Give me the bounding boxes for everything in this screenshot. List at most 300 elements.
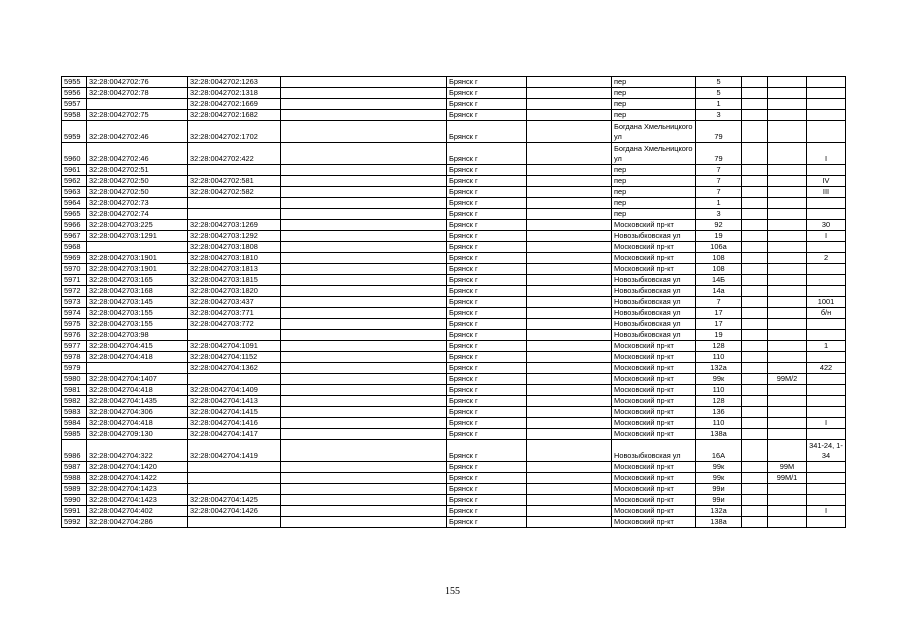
- cell-cadastral-parcel: 32:28:0042704:286: [87, 517, 188, 528]
- table-row: [62, 121, 846, 143]
- cell-building-number: [768, 231, 807, 242]
- cell-blank-2: [527, 77, 612, 88]
- cell-blank-1: [281, 297, 447, 308]
- cell-street: Новозыбковская ул: [612, 297, 696, 308]
- cell-city: Брянск г: [447, 176, 527, 187]
- cell-street: Московский пр-кт: [612, 242, 696, 253]
- cell-row-number: 5979: [62, 363, 87, 374]
- table-row: [62, 495, 846, 506]
- cell-building-number: [768, 429, 807, 440]
- cell-premises-number: I: [807, 231, 846, 242]
- cell-city: Брянск г: [447, 110, 527, 121]
- cell-blank-1: [281, 330, 447, 341]
- cell-blank-1: [281, 473, 447, 484]
- cell-city: Брянск г: [447, 143, 527, 165]
- cell-row-number: 5972: [62, 286, 87, 297]
- table-row: [62, 319, 846, 330]
- cell-house-number: 14а: [696, 286, 742, 297]
- cell-blank-1: [281, 77, 447, 88]
- cell-premises-number: [807, 198, 846, 209]
- cell-row-number: 5987: [62, 462, 87, 473]
- cell-blank-1: [281, 275, 447, 286]
- cell-blank-2: [527, 506, 612, 517]
- cell-street: Московский пр-кт: [612, 418, 696, 429]
- cell-building-number: [768, 121, 807, 143]
- cell-blank-1: [281, 308, 447, 319]
- cell-building-number: [768, 88, 807, 99]
- table-row: [62, 462, 846, 473]
- cell-blank-1: [281, 352, 447, 363]
- cell-premises-number: [807, 517, 846, 528]
- cell-cadastral-parcel: 32:28:0042703:225: [87, 220, 188, 231]
- cell-row-number: 5961: [62, 165, 87, 176]
- cell-row-number: 5965: [62, 209, 87, 220]
- cell-building-number: [768, 99, 807, 110]
- table-row: [62, 308, 846, 319]
- cell-city: Брянск г: [447, 187, 527, 198]
- cell-cadastral-parcel: 32:28:0042703:1901: [87, 264, 188, 275]
- cell-blank-2: [527, 242, 612, 253]
- cell-premises-number: [807, 396, 846, 407]
- cell-house-number: 136: [696, 407, 742, 418]
- cell-blank-3: [742, 264, 768, 275]
- cell-cadastral-parcel: 32:28:0042704:306: [87, 407, 188, 418]
- cell-city: Брянск г: [447, 88, 527, 99]
- cell-row-number: 5974: [62, 308, 87, 319]
- cell-blank-3: [742, 121, 768, 143]
- cell-street: пер: [612, 198, 696, 209]
- cell-city: Брянск г: [447, 275, 527, 286]
- cell-city: Брянск г: [447, 462, 527, 473]
- cell-street: Московский пр-кт: [612, 396, 696, 407]
- cell-premises-number: [807, 77, 846, 88]
- cell-cadastral-parcel: 32:28:0042702:78: [87, 88, 188, 99]
- cell-blank-1: [281, 143, 447, 165]
- cell-cadastral-object: 32:28:0042704:1413: [188, 396, 281, 407]
- cell-city: Брянск г: [447, 418, 527, 429]
- cell-premises-number: I: [807, 143, 846, 165]
- cell-cadastral-object: 32:28:0042702:1702: [188, 121, 281, 143]
- cell-premises-number: III: [807, 187, 846, 198]
- cell-blank-1: [281, 506, 447, 517]
- cell-premises-number: [807, 99, 846, 110]
- cell-blank-2: [527, 363, 612, 374]
- cell-street: Новозыбковская ул: [612, 440, 696, 462]
- cell-street: Новозыбковская ул: [612, 330, 696, 341]
- cell-blank-2: [527, 308, 612, 319]
- cell-blank-1: [281, 187, 447, 198]
- cell-blank-1: [281, 440, 447, 462]
- cell-blank-2: [527, 440, 612, 462]
- cell-row-number: 5986: [62, 440, 87, 462]
- cell-house-number: 7: [696, 187, 742, 198]
- cell-premises-number: 2: [807, 253, 846, 264]
- cell-premises-number: [807, 275, 846, 286]
- cell-building-number: [768, 209, 807, 220]
- cell-blank-2: [527, 209, 612, 220]
- cell-cadastral-parcel: 32:28:0042702:74: [87, 209, 188, 220]
- cell-city: Брянск г: [447, 429, 527, 440]
- cell-house-number: 108: [696, 253, 742, 264]
- cell-blank-2: [527, 484, 612, 495]
- cell-blank-3: [742, 220, 768, 231]
- cell-house-number: 138а: [696, 429, 742, 440]
- cell-street: Новозыбковская ул: [612, 286, 696, 297]
- cell-street: Богдана Хмельницкого ул: [612, 121, 696, 143]
- cell-house-number: 79: [696, 121, 742, 143]
- cell-blank-3: [742, 407, 768, 418]
- cell-street: Московский пр-кт: [612, 506, 696, 517]
- table-row: [62, 484, 846, 495]
- cell-blank-2: [527, 418, 612, 429]
- cell-blank-1: [281, 264, 447, 275]
- cell-premises-number: IV: [807, 176, 846, 187]
- cell-blank-3: [742, 242, 768, 253]
- cell-building-number: [768, 385, 807, 396]
- cell-building-number: [768, 506, 807, 517]
- cell-blank-2: [527, 385, 612, 396]
- cell-premises-number: [807, 385, 846, 396]
- cell-blank-2: [527, 110, 612, 121]
- cell-house-number: 17: [696, 308, 742, 319]
- cell-blank-2: [527, 253, 612, 264]
- cell-premises-number: [807, 407, 846, 418]
- cell-building-number: [768, 253, 807, 264]
- table-row: [62, 187, 846, 198]
- cell-cadastral-object: [188, 484, 281, 495]
- cell-building-number: [768, 407, 807, 418]
- cell-cadastral-parcel: 32:28:0042702:73: [87, 198, 188, 209]
- cell-building-number: [768, 110, 807, 121]
- cell-blank-1: [281, 242, 447, 253]
- cell-cadastral-object: 32:28:0042703:1810: [188, 253, 281, 264]
- cell-cadastral-object: 32:28:0042703:1813: [188, 264, 281, 275]
- cell-row-number: 5958: [62, 110, 87, 121]
- cell-building-number: [768, 330, 807, 341]
- cell-street: Новозыбковская ул: [612, 319, 696, 330]
- cell-city: Брянск г: [447, 385, 527, 396]
- cell-blank-2: [527, 176, 612, 187]
- cell-city: Брянск г: [447, 484, 527, 495]
- table-row: [62, 352, 846, 363]
- cell-cadastral-object: 32:28:0042704:1091: [188, 341, 281, 352]
- cell-building-number: [768, 341, 807, 352]
- cell-street: Новозыбковская ул: [612, 308, 696, 319]
- cell-street: Московский пр-кт: [612, 407, 696, 418]
- cell-blank-1: [281, 462, 447, 473]
- cell-building-number: [768, 176, 807, 187]
- cell-premises-number: [807, 462, 846, 473]
- cell-city: Брянск г: [447, 99, 527, 110]
- cell-city: Брянск г: [447, 264, 527, 275]
- cell-city: Брянск г: [447, 121, 527, 143]
- cell-house-number: 5: [696, 77, 742, 88]
- cell-blank-1: [281, 231, 447, 242]
- table-row: [62, 77, 846, 88]
- cell-building-number: [768, 220, 807, 231]
- cell-cadastral-object: 32:28:0042702:1682: [188, 110, 281, 121]
- cell-house-number: 5: [696, 88, 742, 99]
- cell-street: Московский пр-кт: [612, 385, 696, 396]
- cell-blank-2: [527, 231, 612, 242]
- cell-blank-1: [281, 198, 447, 209]
- cell-blank-1: [281, 253, 447, 264]
- cell-building-number: 99М/2: [768, 374, 807, 385]
- cell-cadastral-parcel: 32:28:0042704:418: [87, 385, 188, 396]
- cell-blank-1: [281, 176, 447, 187]
- cell-cadastral-object: 32:28:0042702:1318: [188, 88, 281, 99]
- cell-city: Брянск г: [447, 396, 527, 407]
- cell-street: Московский пр-кт: [612, 462, 696, 473]
- cell-cadastral-parcel: 32:28:0042704:322: [87, 440, 188, 462]
- cell-blank-3: [742, 99, 768, 110]
- cell-blank-2: [527, 88, 612, 99]
- cell-building-number: [768, 143, 807, 165]
- cell-row-number: 5983: [62, 407, 87, 418]
- cell-cadastral-object: 32:28:0042704:1362: [188, 363, 281, 374]
- cell-row-number: 5984: [62, 418, 87, 429]
- cell-house-number: 99и: [696, 484, 742, 495]
- cell-blank-2: [527, 429, 612, 440]
- cell-building-number: 99М: [768, 462, 807, 473]
- cell-house-number: 19: [696, 231, 742, 242]
- cell-blank-3: [742, 429, 768, 440]
- cell-blank-3: [742, 363, 768, 374]
- cell-row-number: 5992: [62, 517, 87, 528]
- cell-building-number: 99М/1: [768, 473, 807, 484]
- cell-blank-1: [281, 385, 447, 396]
- cell-cadastral-parcel: [87, 363, 188, 374]
- cell-cadastral-object: 32:28:0042702:581: [188, 176, 281, 187]
- cell-street: Новозыбковская ул: [612, 275, 696, 286]
- cell-cadastral-object: 32:28:0042702:422: [188, 143, 281, 165]
- table-row: [62, 440, 846, 462]
- cell-house-number: 110: [696, 352, 742, 363]
- cell-house-number: 106а: [696, 242, 742, 253]
- cell-cadastral-parcel: 32:28:0042704:418: [87, 352, 188, 363]
- cell-building-number: [768, 165, 807, 176]
- cell-blank-1: [281, 495, 447, 506]
- cell-street: пер: [612, 110, 696, 121]
- cell-building-number: [768, 198, 807, 209]
- cell-row-number: 5980: [62, 374, 87, 385]
- cell-cadastral-object: [188, 165, 281, 176]
- cell-cadastral-object: [188, 473, 281, 484]
- cell-cadastral-object: 32:28:0042703:1292: [188, 231, 281, 242]
- cell-blank-2: [527, 264, 612, 275]
- cell-blank-1: [281, 341, 447, 352]
- table-row: [62, 143, 846, 165]
- cell-blank-2: [527, 286, 612, 297]
- cell-blank-2: [527, 473, 612, 484]
- cell-street: пер: [612, 165, 696, 176]
- cell-row-number: 5967: [62, 231, 87, 242]
- cell-row-number: 5976: [62, 330, 87, 341]
- cell-city: Брянск г: [447, 198, 527, 209]
- cell-city: Брянск г: [447, 319, 527, 330]
- cell-building-number: [768, 297, 807, 308]
- cell-blank-3: [742, 275, 768, 286]
- cell-blank-2: [527, 407, 612, 418]
- cell-house-number: 79: [696, 143, 742, 165]
- table-row: [62, 209, 846, 220]
- cell-house-number: 138а: [696, 517, 742, 528]
- cell-row-number: 5966: [62, 220, 87, 231]
- cell-cadastral-object: 32:28:0042703:1820: [188, 286, 281, 297]
- cell-blank-3: [742, 253, 768, 264]
- cell-cadastral-object: [188, 462, 281, 473]
- cell-cadastral-parcel: 32:28:0042704:418: [87, 418, 188, 429]
- cell-house-number: 132а: [696, 363, 742, 374]
- table-row: [62, 341, 846, 352]
- cell-cadastral-object: 32:28:0042702:1263: [188, 77, 281, 88]
- cell-cadastral-parcel: 32:28:0042704:402: [87, 506, 188, 517]
- cell-house-number: 128: [696, 396, 742, 407]
- cell-row-number: 5973: [62, 297, 87, 308]
- cell-blank-1: [281, 396, 447, 407]
- cell-cadastral-parcel: 32:28:0042703:155: [87, 319, 188, 330]
- cell-building-number: [768, 275, 807, 286]
- cell-building-number: [768, 187, 807, 198]
- table-row: [62, 385, 846, 396]
- cell-blank-2: [527, 121, 612, 143]
- cell-street: пер: [612, 77, 696, 88]
- table-row: [62, 220, 846, 231]
- cell-cadastral-object: 32:28:0042704:1425: [188, 495, 281, 506]
- cell-premises-number: [807, 429, 846, 440]
- cell-cadastral-object: [188, 209, 281, 220]
- cell-street: Московский пр-кт: [612, 220, 696, 231]
- cell-building-number: [768, 77, 807, 88]
- cell-blank-3: [742, 187, 768, 198]
- cell-city: Брянск г: [447, 495, 527, 506]
- cell-house-number: 17: [696, 319, 742, 330]
- cell-blank-1: [281, 429, 447, 440]
- cell-street: Новозыбковская ул: [612, 231, 696, 242]
- cell-cadastral-object: 32:28:0042703:437: [188, 297, 281, 308]
- cell-blank-1: [281, 88, 447, 99]
- cell-cadastral-parcel: 32:28:0042702:76: [87, 77, 188, 88]
- cell-premises-number: 1001: [807, 297, 846, 308]
- cell-blank-1: [281, 165, 447, 176]
- cell-blank-3: [742, 462, 768, 473]
- cell-street: Московский пр-кт: [612, 363, 696, 374]
- cell-street: пер: [612, 187, 696, 198]
- cell-street: пер: [612, 209, 696, 220]
- cell-house-number: 99и: [696, 495, 742, 506]
- cell-blank-2: [527, 495, 612, 506]
- cell-house-number: 132а: [696, 506, 742, 517]
- cell-city: Брянск г: [447, 220, 527, 231]
- cell-city: Брянск г: [447, 506, 527, 517]
- cell-row-number: 5977: [62, 341, 87, 352]
- cell-house-number: 1: [696, 198, 742, 209]
- cell-cadastral-object: 32:28:0042702:582: [188, 187, 281, 198]
- cell-street: Московский пр-кт: [612, 495, 696, 506]
- cell-premises-number: I: [807, 506, 846, 517]
- cell-cadastral-parcel: 32:28:0042703:165: [87, 275, 188, 286]
- cell-blank-3: [742, 385, 768, 396]
- cell-house-number: 3: [696, 209, 742, 220]
- cell-blank-3: [742, 484, 768, 495]
- cell-premises-number: б/н: [807, 308, 846, 319]
- cell-premises-number: [807, 264, 846, 275]
- cell-cadastral-parcel: 32:28:0042702:50: [87, 176, 188, 187]
- table-row: [62, 176, 846, 187]
- cell-cadastral-object: 32:28:0042704:1409: [188, 385, 281, 396]
- cell-premises-number: [807, 121, 846, 143]
- cell-blank-3: [742, 418, 768, 429]
- table-body: [62, 77, 846, 528]
- table-row: [62, 275, 846, 286]
- cell-city: Брянск г: [447, 308, 527, 319]
- cell-blank-1: [281, 484, 447, 495]
- cell-blank-3: [742, 77, 768, 88]
- cell-row-number: 5971: [62, 275, 87, 286]
- cell-cadastral-object: 32:28:0042704:1417: [188, 429, 281, 440]
- cell-blank-1: [281, 220, 447, 231]
- cell-blank-3: [742, 517, 768, 528]
- cell-blank-3: [742, 88, 768, 99]
- cell-blank-3: [742, 231, 768, 242]
- cell-building-number: [768, 495, 807, 506]
- cell-blank-3: [742, 440, 768, 462]
- cell-cadastral-parcel: 32:28:0042702:50: [87, 187, 188, 198]
- cell-row-number: 5964: [62, 198, 87, 209]
- cell-blank-3: [742, 165, 768, 176]
- cell-row-number: 5981: [62, 385, 87, 396]
- cell-city: Брянск г: [447, 77, 527, 88]
- cell-building-number: [768, 286, 807, 297]
- register-table: [61, 76, 846, 528]
- cell-city: Брянск г: [447, 253, 527, 264]
- cell-building-number: [768, 517, 807, 528]
- cell-blank-3: [742, 473, 768, 484]
- cell-cadastral-parcel: 32:28:0042702:75: [87, 110, 188, 121]
- cell-blank-2: [527, 374, 612, 385]
- cell-premises-number: 1: [807, 341, 846, 352]
- cell-row-number: 5975: [62, 319, 87, 330]
- cell-city: Брянск г: [447, 165, 527, 176]
- table-row: [62, 286, 846, 297]
- cell-cadastral-object: 32:28:0042703:772: [188, 319, 281, 330]
- cell-street: Богдана Хмельницкого ул: [612, 143, 696, 165]
- cell-building-number: [768, 363, 807, 374]
- cell-blank-2: [527, 319, 612, 330]
- cell-blank-3: [742, 297, 768, 308]
- cell-building-number: [768, 396, 807, 407]
- cell-cadastral-object: [188, 517, 281, 528]
- cell-house-number: 7: [696, 165, 742, 176]
- cell-cadastral-object: 32:28:0042704:1426: [188, 506, 281, 517]
- table-row: [62, 506, 846, 517]
- cell-blank-2: [527, 220, 612, 231]
- cell-building-number: [768, 308, 807, 319]
- cell-row-number: 5982: [62, 396, 87, 407]
- cell-premises-number: 422: [807, 363, 846, 374]
- cell-cadastral-parcel: 32:28:0042704:415: [87, 341, 188, 352]
- cell-cadastral-parcel: 32:28:0042703:145: [87, 297, 188, 308]
- cell-city: Брянск г: [447, 297, 527, 308]
- cell-city: Брянск г: [447, 330, 527, 341]
- cell-cadastral-object: 32:28:0042704:1419: [188, 440, 281, 462]
- cell-street: Московский пр-кт: [612, 484, 696, 495]
- cell-house-number: 99к: [696, 473, 742, 484]
- cell-street: пер: [612, 88, 696, 99]
- cell-cadastral-object: 32:28:0042703:1815: [188, 275, 281, 286]
- cell-city: Брянск г: [447, 209, 527, 220]
- cell-house-number: 110: [696, 385, 742, 396]
